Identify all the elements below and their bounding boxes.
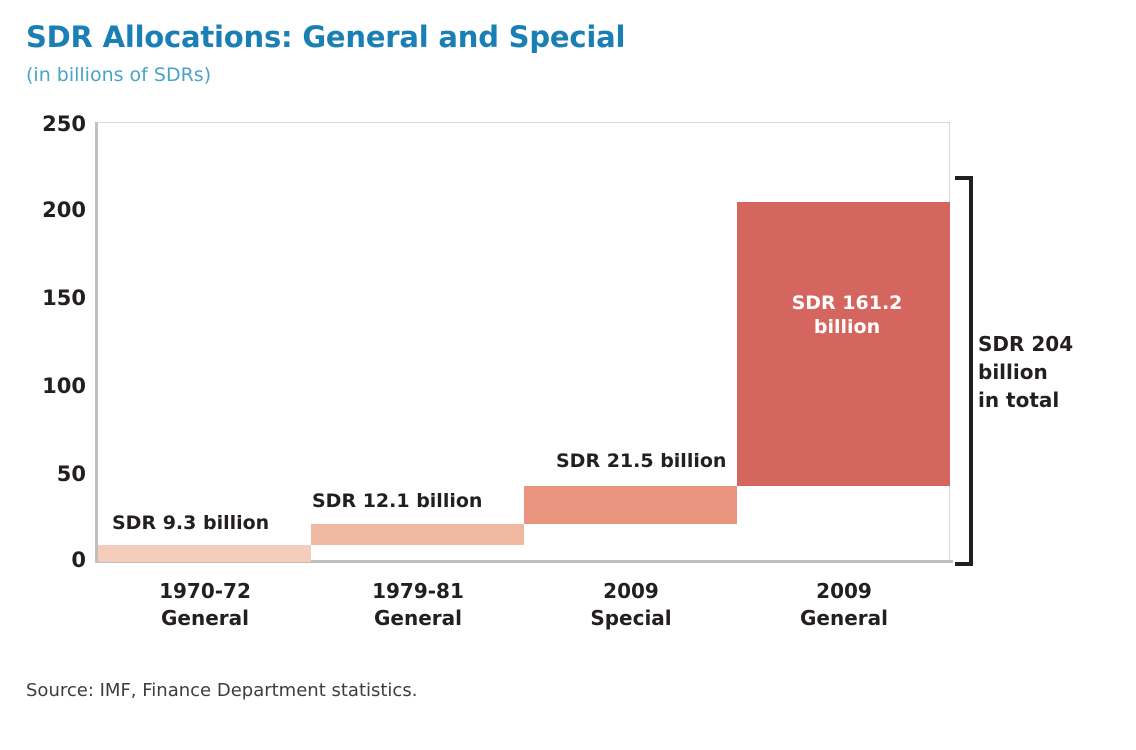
data-label-bar-4-line2: billion xyxy=(813,315,881,338)
y-tick-250: 250 xyxy=(42,112,86,136)
chart-subtitle: (in billions of SDRs) xyxy=(26,64,212,86)
x-label-4-line1: 2009 xyxy=(816,579,872,603)
x-label-4 xyxy=(734,578,954,632)
bar-1970-72-general[interactable] xyxy=(98,545,311,562)
y-tick-200: 200 xyxy=(42,198,86,222)
x-label-2 xyxy=(308,578,528,632)
x-label-1-line2: General xyxy=(161,606,249,630)
total-bracket xyxy=(955,176,973,566)
x-label-3-line2: Special xyxy=(590,606,672,630)
total-annotation-line2: billion xyxy=(978,360,1048,384)
data-label-bar-1: SDR 9.3 billion xyxy=(112,512,270,534)
bar-2009-general[interactable] xyxy=(737,202,950,486)
y-tick-0: 0 xyxy=(71,548,86,572)
x-label-2-line1: 1979-81 xyxy=(372,579,464,603)
y-tick-50: 50 xyxy=(56,462,86,486)
y-tick-100: 100 xyxy=(42,374,86,398)
bar-1979-81-general[interactable] xyxy=(311,524,524,545)
data-label-bar-2: SDR 12.1 billion xyxy=(312,490,483,512)
x-label-4-line2: General xyxy=(800,606,888,630)
x-label-3-line1: 2009 xyxy=(603,579,659,603)
data-label-bar-3: SDR 21.5 billion xyxy=(556,450,727,472)
source-note: Source: IMF, Finance Department statistics. xyxy=(26,680,418,701)
total-annotation-line1: SDR 204 xyxy=(978,332,1074,356)
data-label-bar-4 xyxy=(737,292,957,340)
data-label-bar-4-line1: SDR 161.2 xyxy=(791,292,903,314)
bars-group xyxy=(98,122,950,562)
x-label-1-line1: 1970-72 xyxy=(159,579,251,603)
y-tick-150: 150 xyxy=(42,286,86,310)
x-label-1 xyxy=(95,578,315,632)
chart-title: SDR Allocations: General and Special xyxy=(26,20,626,54)
x-label-3 xyxy=(521,578,741,632)
total-annotation-line3: in total xyxy=(978,388,1060,412)
bar-2009-special[interactable] xyxy=(524,486,737,524)
x-label-2-line2: General xyxy=(374,606,462,630)
total-annotation xyxy=(978,330,1130,414)
